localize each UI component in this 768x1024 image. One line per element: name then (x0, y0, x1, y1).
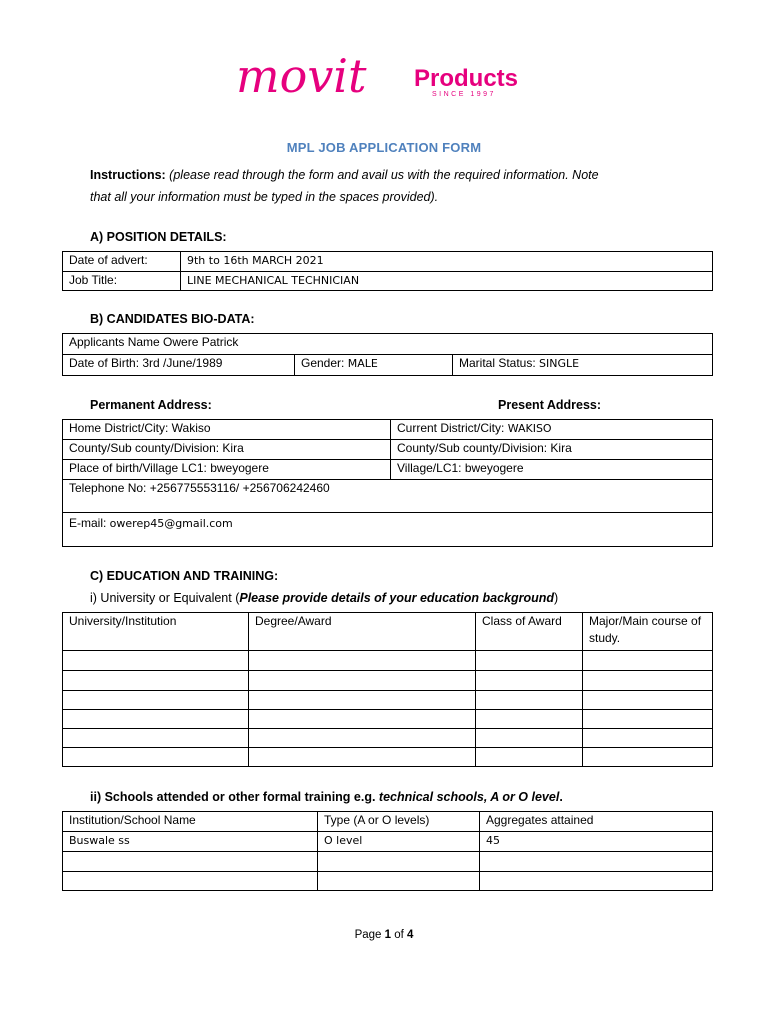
county-permanent-field[interactable]: County/Sub county/Division: Kira (63, 440, 391, 460)
current-district-field[interactable] (391, 420, 713, 440)
gender-label: Gender: (301, 356, 348, 370)
uni-header-class: Class of Award (476, 613, 583, 651)
village-field[interactable]: Village/LC1: bweyogere (391, 460, 713, 480)
table-cell[interactable] (476, 710, 583, 729)
table-cell[interactable] (583, 748, 713, 767)
logo-products-text: Products (414, 65, 519, 92)
table-cell[interactable] (583, 671, 713, 691)
email-value: owerep45@gmail.com (109, 517, 233, 530)
table-row (63, 832, 713, 852)
position-details-table (62, 251, 713, 291)
table-row (63, 691, 713, 710)
page-middle: of (391, 929, 408, 941)
movit-products-logo (236, 50, 536, 106)
present-address-heading: Present Address: (498, 398, 602, 412)
logo-brand-text: movit (236, 50, 367, 103)
school-header-name: Institution/School Name (63, 812, 318, 832)
table-cell[interactable] (63, 651, 249, 671)
school-aggregates-cell[interactable] (480, 872, 713, 891)
home-district-field[interactable]: Home District/City: Wakiso (63, 420, 391, 440)
email-label: E-mail: (69, 516, 110, 530)
school-name-cell[interactable] (63, 852, 318, 872)
permanent-address-heading: Permanent Address: (90, 398, 212, 412)
schools-subheading-suffix: . (559, 790, 563, 804)
schools-table (62, 811, 713, 891)
table-cell[interactable] (63, 729, 249, 748)
university-subheading-suffix: ) (554, 591, 559, 605)
school-name-cell[interactable] (63, 872, 318, 891)
table-cell[interactable] (476, 671, 583, 691)
school-header-type: Type (A or O levels) (318, 812, 480, 832)
table-cell[interactable] (583, 691, 713, 710)
marital-status-value: SINGLE (539, 357, 580, 370)
schools-subheading-prefix: ii) Schools attended or other formal training e.g. (90, 790, 379, 804)
table-cell[interactable] (249, 651, 476, 671)
table-row (63, 852, 713, 872)
uni-header-major: Major/Main course of study. (583, 613, 713, 651)
date-of-birth-field[interactable]: Date of Birth: 3rd /June/1989 (63, 355, 295, 376)
section-c-heading: C) EDUCATION AND TRAINING: (90, 569, 279, 583)
table-cell[interactable] (583, 729, 713, 748)
gender-value: MALE (347, 357, 378, 370)
table-cell[interactable] (63, 691, 249, 710)
table-cell[interactable] (63, 671, 249, 691)
university-table (62, 612, 713, 767)
table-cell[interactable] (476, 651, 583, 671)
applicant-name-field[interactable]: Applicants Name Owere Patrick (63, 334, 713, 355)
section-b-heading: B) CANDIDATES BIO-DATA: (90, 312, 255, 326)
address-table (62, 419, 713, 547)
school-name-cell[interactable]: Buswale ss (63, 832, 318, 852)
page-footer (0, 929, 768, 941)
page-prefix: Page (354, 929, 385, 941)
form-title: MPL JOB APPLICATION FORM (286, 140, 482, 155)
bio-data-table (62, 333, 713, 376)
marital-status-field[interactable] (453, 355, 713, 376)
instructions-line2: that all your information must be typed in the spaces provided). (90, 190, 439, 204)
logo-since-text: SINCE 1997 (432, 91, 496, 98)
table-cell[interactable] (583, 651, 713, 671)
date-of-advert-value[interactable]: 9th to 16th MARCH 2021 (181, 252, 713, 272)
table-cell[interactable] (583, 710, 713, 729)
uni-header-degree: Degree/Award (249, 613, 476, 651)
table-row (63, 671, 713, 691)
schools-subheading (90, 790, 563, 804)
marital-status-label: Marital Status: (459, 356, 540, 370)
instructions (90, 164, 680, 208)
university-subheading (90, 591, 558, 605)
current-district-label: Current District/City: (397, 421, 508, 435)
table-cell[interactable] (249, 691, 476, 710)
school-header-aggregates: Aggregates attained (480, 812, 713, 832)
table-cell[interactable] (476, 748, 583, 767)
instructions-label: Instructions: (90, 168, 166, 182)
university-subheading-prefix: i) University or Equivalent ( (90, 591, 240, 605)
table-row (63, 748, 713, 767)
gender-field[interactable] (295, 355, 453, 376)
email-field[interactable] (63, 513, 713, 547)
table-cell[interactable] (249, 710, 476, 729)
page-total: 4 (407, 929, 414, 941)
schools-subheading-italic: technical schools, A or O level (378, 790, 560, 804)
table-cell[interactable] (249, 671, 476, 691)
table-row (63, 729, 713, 748)
page-current: 1 (384, 929, 392, 941)
table-cell[interactable] (476, 729, 583, 748)
place-of-birth-field[interactable]: Place of birth/Village LC1: bweyogere (63, 460, 391, 480)
job-title-value[interactable]: LINE MECHANICAL TECHNICIAN (181, 272, 713, 291)
table-cell[interactable] (249, 729, 476, 748)
table-row (63, 710, 713, 729)
table-row (63, 651, 713, 671)
section-a-heading: A) POSITION DETAILS: (90, 230, 227, 244)
school-type-cell[interactable] (318, 852, 480, 872)
uni-header-institution: University/Institution (63, 613, 249, 651)
school-aggregates-cell[interactable]: 45 (480, 832, 713, 852)
table-cell[interactable] (476, 691, 583, 710)
table-cell[interactable] (63, 710, 249, 729)
table-row (63, 872, 713, 891)
county-present-field[interactable]: County/Sub county/Division: Kira (391, 440, 713, 460)
school-type-cell[interactable]: O level (318, 832, 480, 852)
telephone-field[interactable]: Telephone No: +256775553116/ +256706242460 (63, 480, 713, 513)
table-cell[interactable] (63, 748, 249, 767)
school-aggregates-cell[interactable] (480, 852, 713, 872)
school-type-cell[interactable] (318, 872, 480, 891)
current-district-value: WAKISO (507, 422, 552, 435)
instructions-line1: (please read through the form and avail us with the required information. Note (165, 168, 599, 182)
university-subheading-italic: Please provide details of your education background (239, 591, 555, 605)
table-cell[interactable] (249, 748, 476, 767)
date-of-advert-label: Date of advert: (63, 252, 181, 272)
job-title-label: Job Title: (63, 272, 181, 291)
